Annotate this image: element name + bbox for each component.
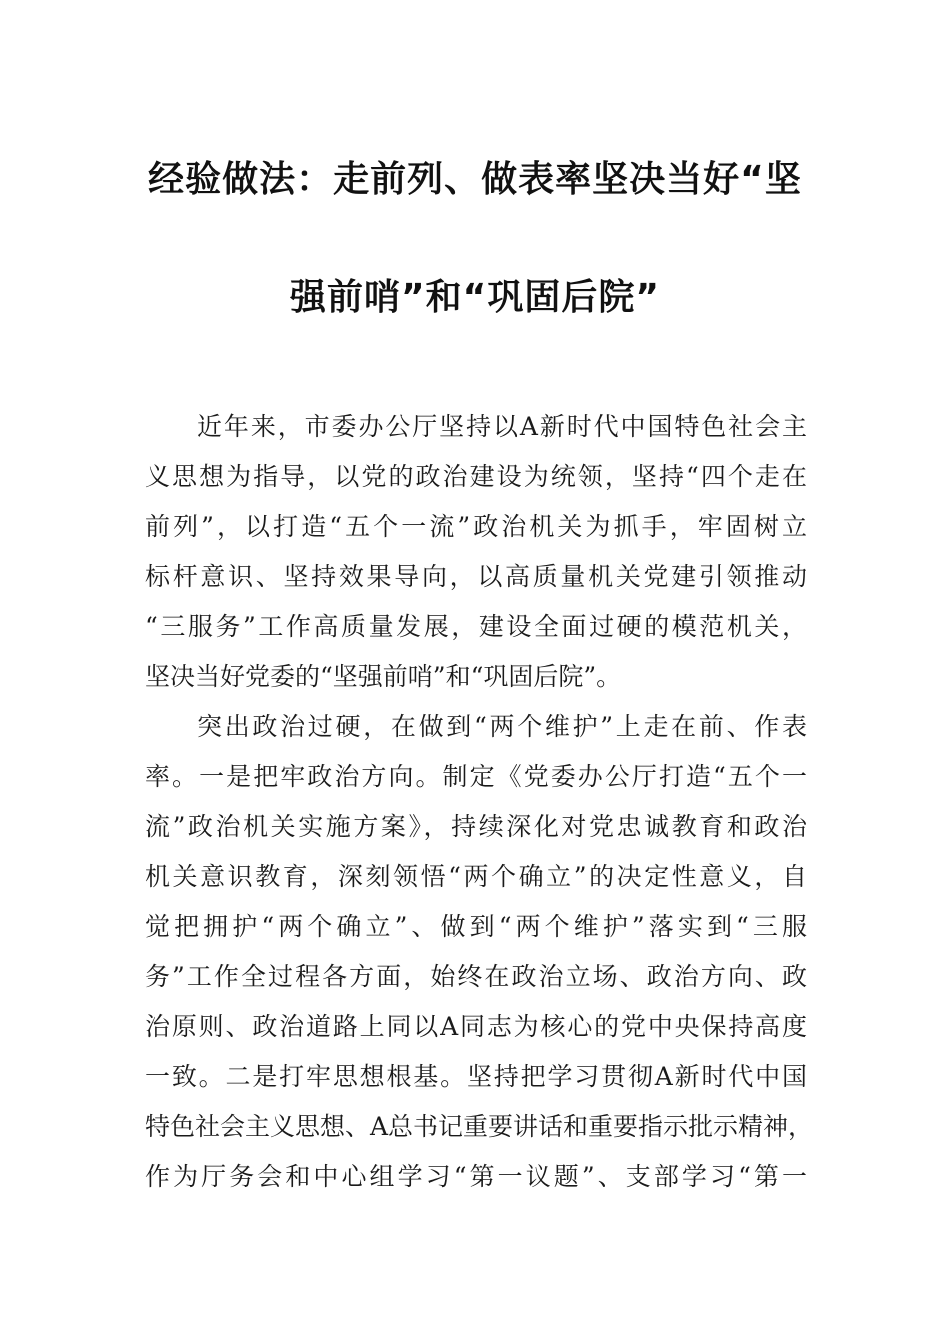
paragraph-line: 坚决当好党委的“坚强前哨”和“巩固后院”。 [145,662,622,691]
document-title-line-1: 经验做法：走前列、做表率坚决当好“坚 [148,159,802,200]
paragraph-line: 义思想为指导，以党的政治建设为统领，坚持“四个走在 [145,462,807,491]
paragraph-line: 机关意识教育，深刻领悟“两个确立”的决定性意义，自 [145,862,807,891]
paragraph-line: 突出政治过硬，在做到“两个维护”上走在前、作表 [197,712,807,741]
paragraph-line: 觉把拥护“两个确立”、做到“两个维护”落实到“三服 [145,912,807,941]
paragraph-line: 一致。二是打牢思想根基。坚持把学习贯彻A新时代中国 [145,1062,807,1091]
document-body [145,402,814,1202]
paragraph-line: “三服务”工作高质量发展，建设全面过硬的模范机关， [145,612,807,641]
paragraph-line: 治原则、政治道路上同以A同志为核心的党中央保持高度 [145,1012,807,1041]
document-title-line-2: 强前哨”和“巩固后院” [290,277,660,318]
paragraph-line: 前列”，以打造“五个一流”政治机关为抓手，牢固树立 [145,512,807,541]
paragraph-line: 近年来，市委办公厅坚持以A新时代中国特色社会主 [197,412,807,441]
paragraph-line: 流”政治机关实施方案》，持续深化对党忠诚教育和政治 [145,812,807,841]
paragraph-line: 标杆意识、坚持效果导向，以高质量机关党建引领推动 [145,562,807,591]
paragraph-line: 特色社会主义思想、A总书记重要讲话和重要指示批示精神， [145,1112,814,1141]
paragraph-1 [145,402,807,702]
paragraph-2 [145,702,814,1202]
paragraph-line: 务”工作全过程各方面，始终在政治立场、政治方向、政 [145,962,807,991]
paragraph-line: 率。一是把牢政治方向。制定《党委办公厅打造“五个一 [145,762,807,791]
paragraph-line: 作为厅务会和中心组学习“第一议题”、支部学习“第一 [145,1162,807,1191]
